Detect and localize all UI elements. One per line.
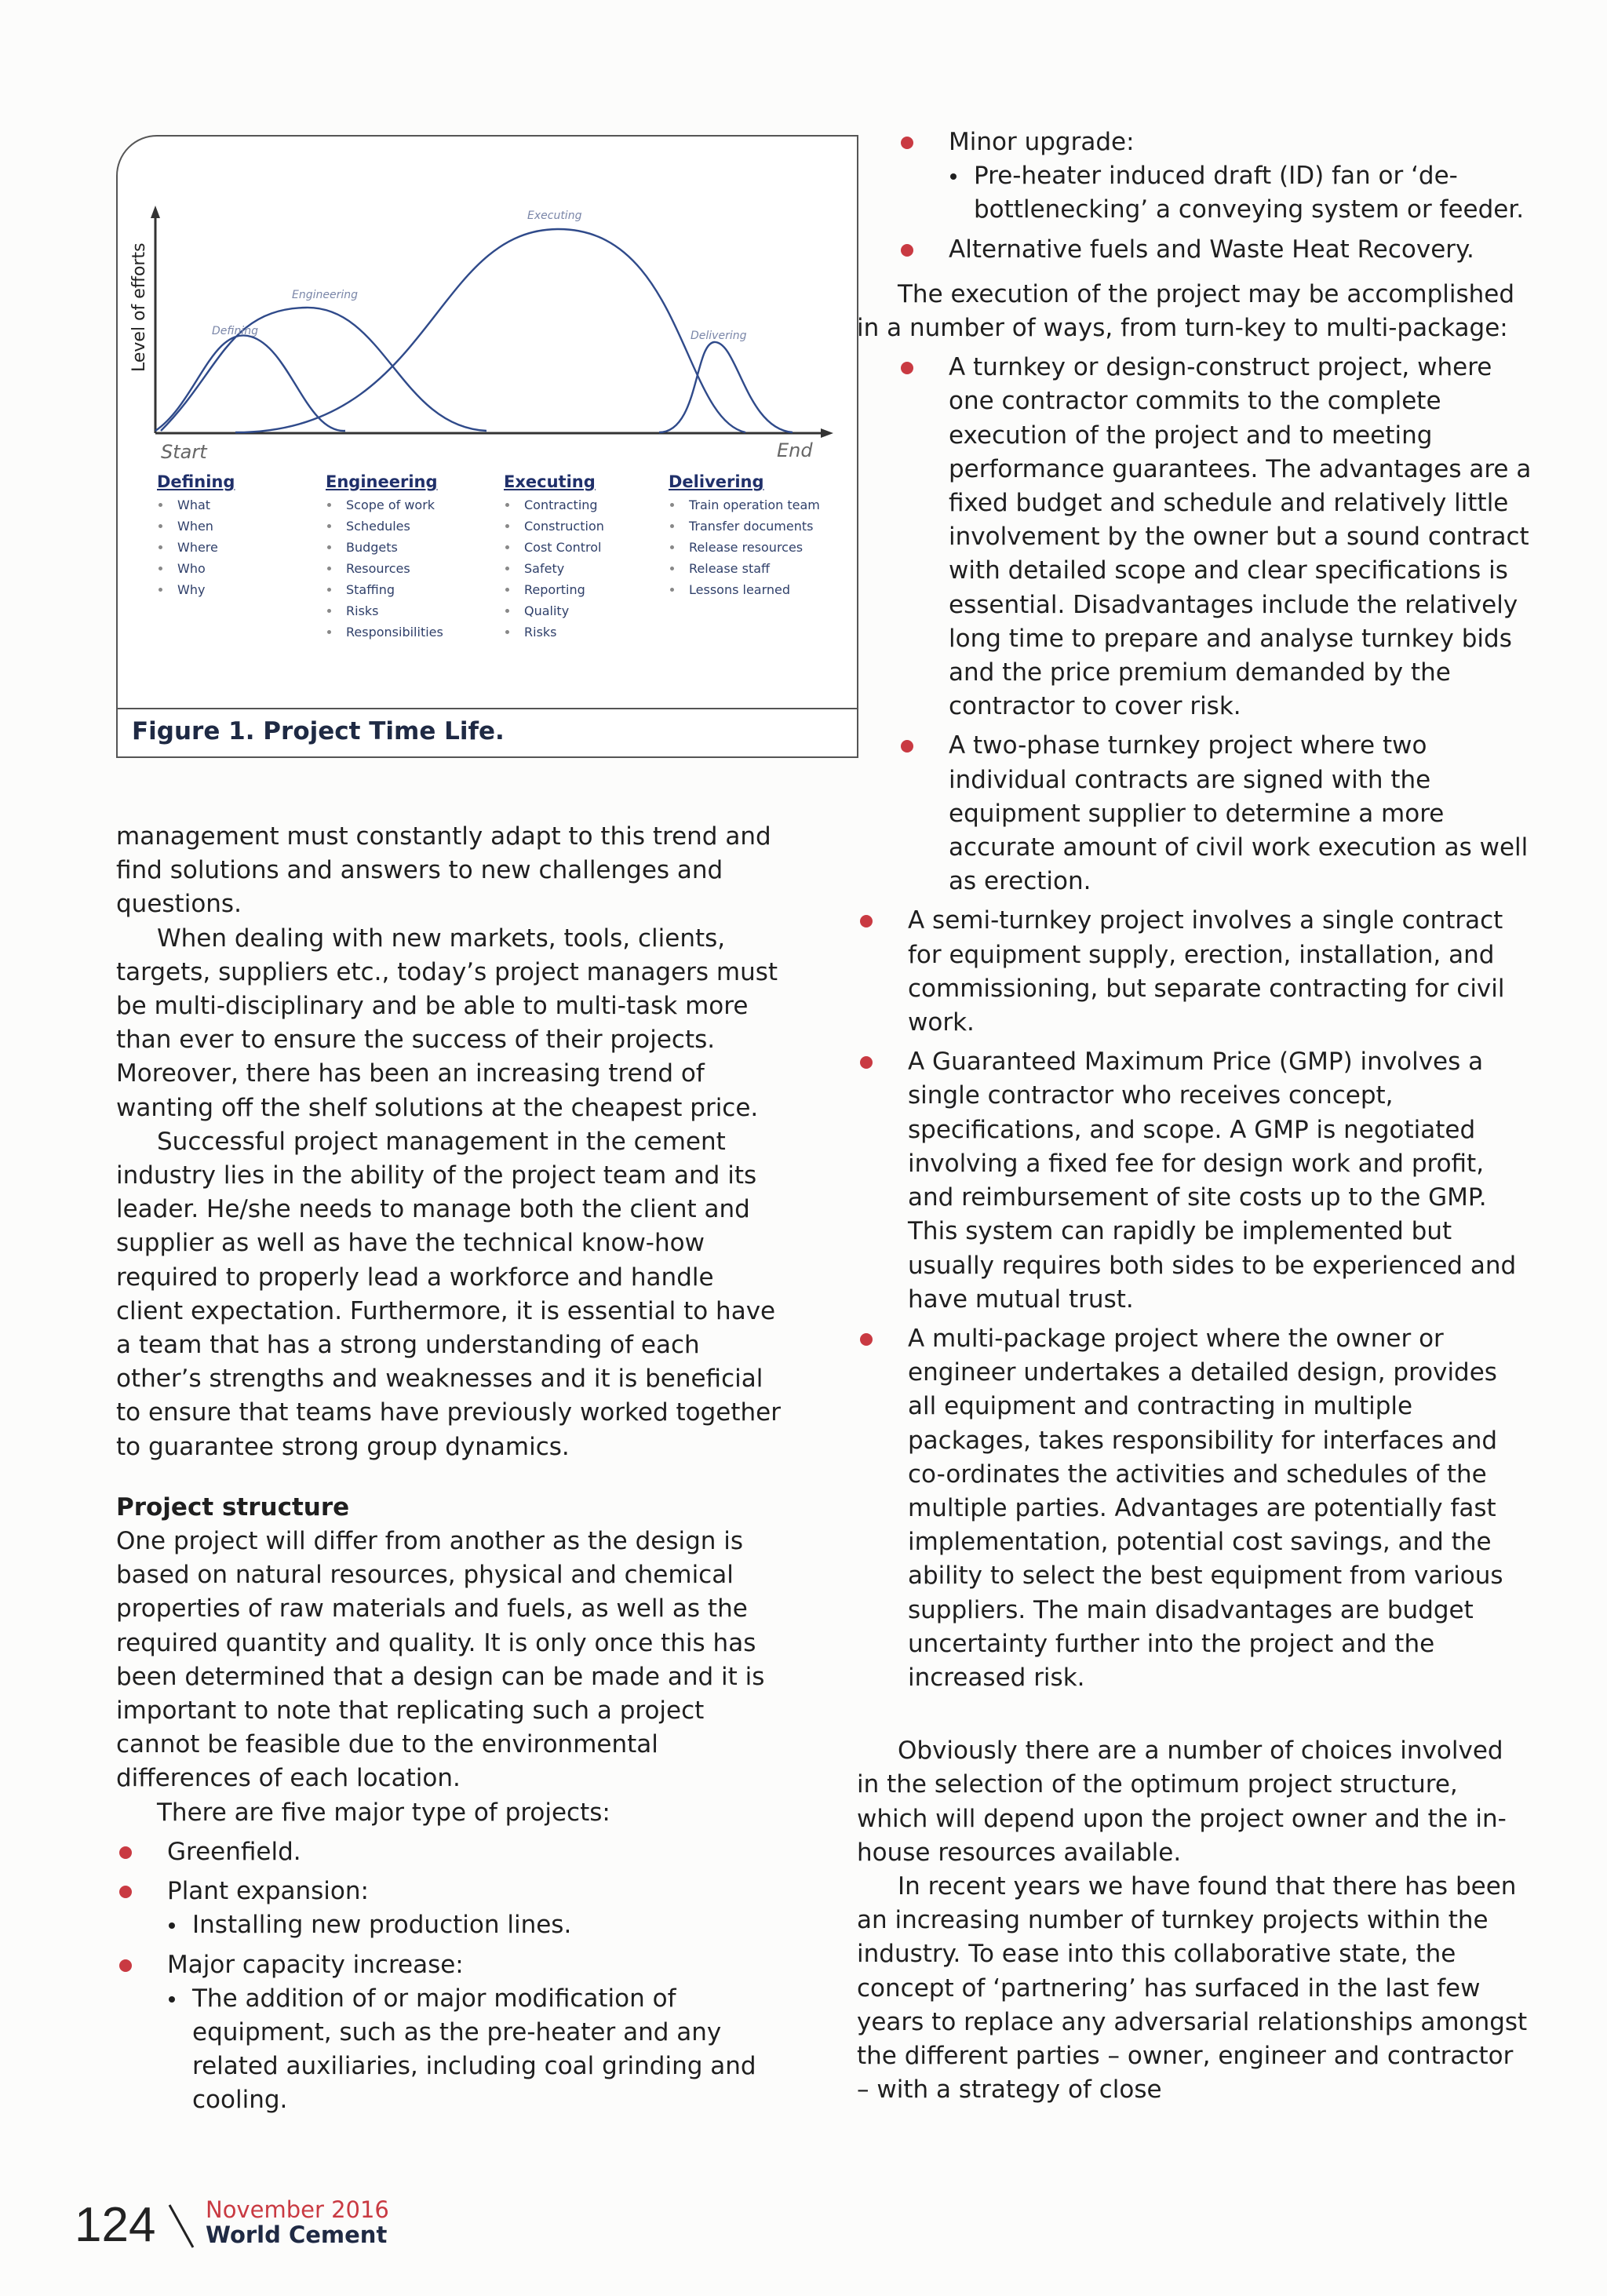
phase-item: Transfer documents: [669, 516, 820, 537]
bullet-icon: [901, 740, 913, 753]
phase-title: Defining: [157, 472, 235, 491]
bullet-icon: [119, 1959, 132, 1972]
bullet-icon: [860, 915, 873, 928]
curve-label-defining: Defining: [212, 325, 258, 337]
list-item: Major capacity increase: The addition of or major modification of equipment, such as the pre-heater and any related auxiliaries, including coal grinding and cooling.: [116, 1948, 783, 2118]
phase-item: Release resources: [669, 537, 820, 558]
bullet-icon: [119, 1846, 132, 1859]
phase-item: Who: [157, 558, 235, 579]
bullet-icon: [119, 1886, 132, 1898]
phase-item: Contracting: [504, 494, 604, 516]
phase-item: Construction: [504, 516, 604, 537]
phase-defining: [157, 472, 235, 600]
phase-item: Quality: [504, 600, 604, 621]
phase-item: Staffing: [326, 579, 443, 600]
phase-item: Cost Control: [504, 537, 604, 558]
phase-title: Engineering: [326, 472, 438, 491]
paragraph: Successful project management in the cement industry lies in the ability of the project team and its leader. He/she needs to manage both the client and supplier as well as have the technical know-how required to properly lead a workforce and handle client expectation. Furthermore, it is essential to have a team that has a strong understanding of each other’s strengths and weaknesses and it is beneficial to ensure that teams have previously worked together to guarantee strong group dynamics.: [116, 1127, 781, 1461]
phase-engineering: [326, 472, 443, 643]
curve-label-executing: Executing: [527, 210, 582, 222]
phase-item: Resources: [326, 558, 443, 579]
bullet-icon: [901, 137, 913, 149]
list-item: A two-phase turnkey project where two individual contracts are signed with the equipment supplier to determine a more accurate amount of civil work execution as well as erection.: [898, 729, 1532, 898]
phase-item: Safety: [504, 558, 604, 579]
phase-item: Release staff: [669, 558, 820, 579]
phase-item: Lessons learned: [669, 579, 820, 600]
y-axis-arrow: [151, 206, 160, 218]
sub-bullet-icon: [169, 1922, 175, 1929]
bullet-icon: [901, 362, 913, 374]
curve-engineering: [161, 308, 486, 431]
issue-date: November 2016: [206, 2196, 389, 2223]
page-number: 124: [75, 2198, 156, 2252]
section-heading: Project structure: [116, 1492, 350, 1522]
phase-item: Why: [157, 579, 235, 600]
x-axis-arrow: [821, 428, 833, 438]
phase-title: Executing: [504, 472, 596, 491]
project-types-list-cont: [857, 126, 1541, 267]
phase-item: Responsibilities: [326, 621, 443, 643]
phase-item: Scope of work: [326, 494, 443, 516]
phase-item: Train operation team: [669, 494, 820, 516]
list-item: Minor upgrade: Pre-heater induced draft (ID) fan or ‘de-bottlenecking’ a conveying system or feeder.: [898, 126, 1541, 228]
bullet-icon: [901, 244, 913, 257]
end-label: End: [777, 439, 813, 461]
curve-executing: [235, 229, 745, 432]
curve-label-engineering: Engineering: [292, 289, 358, 301]
figure-project-time-life: [116, 135, 858, 758]
effort-curve-chart: [118, 137, 857, 756]
right-column: [857, 126, 1532, 2107]
left-column: [116, 820, 783, 2118]
figure-caption: Figure 1. Project Time Life.: [132, 717, 505, 745]
bullet-icon: [860, 1333, 873, 1346]
paragraph: The execution of the project may be accomplished in a number of ways, from turn-key to multi-package:: [857, 279, 1515, 343]
phase-title: Delivering: [669, 472, 764, 491]
figure-caption-bar: [118, 708, 857, 756]
paragraph: In recent years we have found that there has been an increasing number of turnkey projects within the industry. To ease into this collaborative state, the concept of ‘partnering’ has surfaced in the last few years to replace any adversarial relationships amongst the different parties – owner, engineer and contractor – with a strategy of close: [857, 1871, 1528, 2105]
curve-label-delivering: Delivering: [691, 330, 747, 342]
paragraph: One project will differ from another as the design is based on natural resources, physical and chemical properties of raw materials and fuels, as well as the required quantity and quality. It is only once this has been determined that a design can be made and it is important to note that replicating such a project cannot be feasible due to the environmental differences of each location.: [116, 1527, 765, 1793]
list-item: Greenfield.: [116, 1835, 783, 1869]
paragraph: Obviously there are a number of choices involved in the selection of the optimum project structure, which will depend upon the project owner and the in-house resources available.: [857, 1737, 1507, 1867]
paragraph: There are five major type of projects:: [157, 1798, 610, 1827]
phase-delivering: [669, 472, 820, 600]
phase-item: Reporting: [504, 579, 604, 600]
phase-item: When: [157, 516, 235, 537]
execution-types-list: [857, 351, 1532, 898]
project-types-list: [116, 1835, 783, 2118]
paragraph: management must constantly adapt to this trend and find solutions and answers to new challenges and questions.: [116, 822, 771, 919]
bullet-icon: [860, 1056, 873, 1069]
phase-item: Schedules: [326, 516, 443, 537]
execution-types-list-2: [857, 904, 1532, 1695]
list-item: A turnkey or design-construct project, where one contractor commits to the complete execution of the project and to meeting performance guarantees. The advantages are a fixed budget and schedule and relatively little involvement by the owner but a sound contract with detailed scope and clear specifications is essential. Disadvantages include the relatively long time to prepare and analyse turnkey bids and the price premium demanded by the contractor to cover risk.: [898, 351, 1532, 723]
list-item: A Guaranteed Maximum Price (GMP) involves a single contractor who receives concept, specifications, and scope. A GMP is negotiated involving a fixed fee for design work and profit, and reimbursement of site costs up to the GMP. This system can rapidly be implemented but usually requires both sides to be experienced and have mutual trust.: [857, 1045, 1532, 1317]
curve-delivering: [659, 342, 793, 432]
phase-item: What: [157, 494, 235, 516]
paragraph: When dealing with new markets, tools, clients, targets, suppliers etc., today’s project managers must be multi-disciplinary and be able to multi-task more than ever to ensure the success of their projects. Moreover, there has been an increasing trend of wanting off the shelf solutions at the cheapest price.: [116, 924, 778, 1122]
phase-executing: [504, 472, 604, 643]
publication-name: World Cement: [206, 2221, 388, 2248]
sub-bullet-icon: [950, 173, 957, 180]
phase-item: Risks: [504, 621, 604, 643]
list-item: Alternative fuels and Waste Heat Recovery.: [898, 233, 1541, 267]
list-item: Plant expansion: Installing new production lines.: [116, 1875, 783, 1942]
sub-list-item: Installing new production lines.: [167, 1908, 783, 1942]
start-label: Start: [161, 441, 207, 463]
list-item: A semi-turnkey project involves a single contract for equipment supply, erection, installation, and commissioning, but separate contracting for civil work.: [857, 904, 1532, 1040]
phase-item: Where: [157, 537, 235, 558]
phase-item: Budgets: [326, 537, 443, 558]
sub-list-item: Pre-heater induced draft (ID) fan or ‘de-bottlenecking’ a conveying system or feeder.: [949, 159, 1541, 227]
phase-item: Risks: [326, 600, 443, 621]
list-item: A multi-package project where the owner or engineer undertakes a detailed design, provides all equipment and contracting in multiple packages, takes responsibility for interfaces and co-ordinates the activities and schedules of the multiple parties. Advantages are potentially fast implementation, potential cost savings, and the ability to select the best equipment from various suppliers. The main disadvantages are budget uncertainty further into the project and the increased risk.: [857, 1322, 1532, 1695]
sub-bullet-icon: [169, 1996, 175, 2003]
curve-defining: [155, 335, 345, 431]
footer-divider-icon: [166, 2203, 198, 2250]
y-axis-label: Level of efforts: [129, 242, 149, 372]
sub-list-item: The addition of or major modification of equipment, such as the pre-heater and any related auxiliaries, including coal grinding and cooling.: [167, 1982, 783, 2118]
